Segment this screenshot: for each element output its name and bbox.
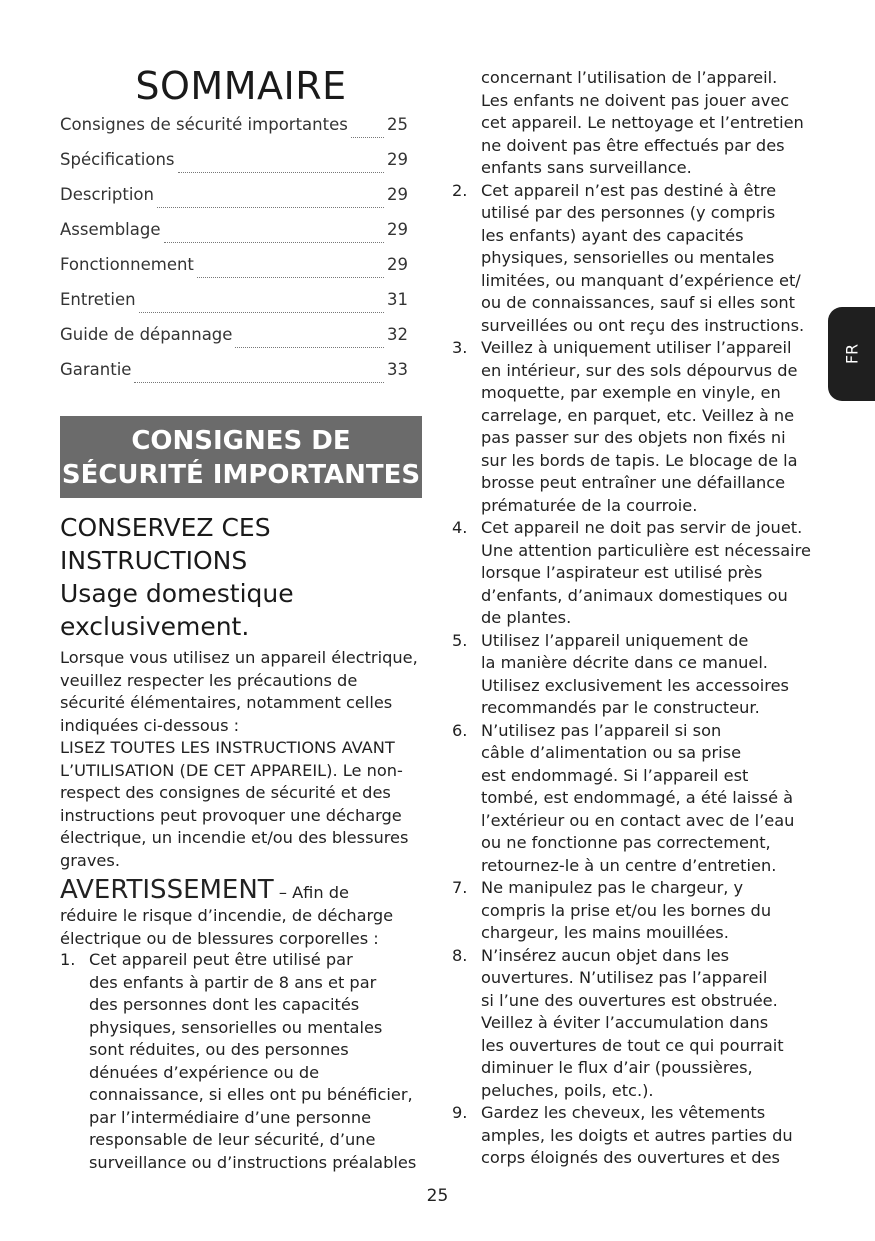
- text-line: la manière décrite dans ce manuel.: [481, 653, 768, 672]
- text-line: câble d’alimentation ou sa prise: [481, 743, 742, 762]
- text-line: Les enfants ne doivent pas jouer avec: [481, 90, 790, 110]
- text-line: Cet appareil ne doit pas servir de jouet.: [481, 518, 803, 537]
- text-line: des personnes dont les capacités: [89, 995, 360, 1014]
- text-line: est endommagé. Si l’appareil est: [481, 765, 749, 785]
- list-item: [452, 1102, 824, 1170]
- text-line: responsable de leur sécurité, d’une: [89, 1130, 376, 1149]
- text-line: Utilisez l’appareil uniquement de: [481, 630, 749, 650]
- warning-heading-tail: – Afin de: [273, 883, 349, 902]
- text-line: physiques, sensorielles ou mentales: [89, 1017, 383, 1037]
- list-item: [452, 180, 824, 338]
- text-line: cet appareil. Le nettoyage et l’entretien: [481, 113, 804, 132]
- text-line: graves.: [60, 850, 120, 870]
- toc-title: SOMMAIRE: [135, 64, 347, 108]
- text-line: d’enfants, d’animaux domestiques ou: [481, 585, 788, 605]
- text-line: sur les bords de tapis. Le blocage de la: [481, 450, 798, 470]
- list-number: 1.: [60, 950, 76, 969]
- text-line: corps éloignés des ouvertures et des: [481, 1148, 780, 1167]
- text-line: prématurée de la courroie.: [481, 495, 698, 515]
- text-line: dénuées d’expérience ou de: [89, 1062, 320, 1082]
- toc-entry-label: Spécifications: [60, 150, 175, 169]
- text-line: Cet appareil peut être utilisé par: [89, 950, 353, 969]
- toc-entry-page: 29: [387, 150, 408, 169]
- list-number: 4.: [452, 518, 468, 537]
- text-line: électrique, un incendie et/ou des blessures: [60, 828, 409, 847]
- text-line: indiquées ci-dessous :: [60, 715, 240, 735]
- text-line: physiques, sensorielles ou mentales: [481, 248, 775, 267]
- text-line: ou de connaissances, sauf si elles sont: [481, 293, 796, 312]
- banner-line: CONSIGNES DE: [131, 426, 351, 456]
- heading-line: exclusivement.: [60, 612, 250, 641]
- text-line: tombé, est endommagé, a été laissé à: [481, 788, 794, 807]
- text-line: carrelage, en parquet, etc. Veillez à ne: [481, 405, 795, 425]
- list-number: 7.: [452, 878, 468, 897]
- toc-entry-label: Garantie: [60, 360, 132, 379]
- text-line: lorsque l’aspirateur est utilisé près: [481, 563, 763, 582]
- toc-leader-dots: [157, 197, 384, 208]
- text-line: limitées, ou manquant d’expérience et/: [481, 270, 801, 290]
- toc-entry-page: 33: [387, 360, 408, 379]
- toc-entry[interactable]: [60, 184, 408, 219]
- text-line: Gardez les cheveux, les vêtements: [481, 1103, 766, 1122]
- text-line: Une attention particulière est nécessaire: [481, 540, 811, 560]
- text-line: peluches, poils, etc.).: [481, 1080, 654, 1100]
- text-line: de plantes.: [481, 608, 572, 627]
- toc-entry-label: Consignes de sécurité importantes: [60, 115, 348, 134]
- heading-line: CONSERVEZ CES: [60, 513, 271, 542]
- list-number: 9.: [452, 1103, 468, 1122]
- list-number: 6.: [452, 720, 468, 740]
- text-line: amples, les doigts et autres parties du: [481, 1125, 793, 1145]
- list-item: [60, 949, 425, 1174]
- list-number: 3.: [452, 338, 468, 357]
- toc-entry-page: 29: [387, 255, 408, 274]
- text-line: Lorsque vous utilisez un appareil électrique,: [60, 648, 418, 667]
- text-line: pas passer sur des objets non fixés ni: [481, 428, 786, 447]
- text-line: surveillées ou ont reçu des instructions.: [481, 315, 805, 335]
- text-line: des enfants à partir de 8 ans et par: [89, 972, 377, 992]
- banner-line: SÉCURITÉ IMPORTANTES: [61, 460, 421, 490]
- text-line: sécurité élémentaires, notamment celles: [60, 693, 393, 712]
- text-line: N’insérez aucun objet dans les: [481, 945, 730, 965]
- toc-entry[interactable]: [60, 114, 408, 149]
- toc-entry-page: 29: [387, 185, 408, 204]
- toc-entry-label: Guide de dépannage: [60, 325, 233, 344]
- text-line: diminuer le flux d’air (poussières,: [481, 1058, 753, 1077]
- list-item: [452, 720, 824, 878]
- text-line: Veillez à éviter l’accumulation dans: [481, 1013, 769, 1032]
- text-line: respect des consignes de sécurité et des: [60, 783, 391, 802]
- list-item: [452, 337, 824, 517]
- toc-entry[interactable]: [60, 359, 408, 394]
- text-line: enfants sans surveillance.: [481, 158, 692, 177]
- table-of-contents: [60, 114, 408, 394]
- safety-list-left: [60, 949, 425, 1174]
- toc-entry-label: Fonctionnement: [60, 255, 194, 274]
- toc-entry[interactable]: [60, 149, 408, 184]
- text-line: ne doivent pas être effectués par des: [481, 135, 785, 155]
- list-item: [452, 517, 824, 630]
- text-line: Utilisez exclusivement les accessoires: [481, 675, 789, 695]
- text-line: instructions peut provoquer une décharge: [60, 805, 402, 825]
- text-line: compris la prise et/ou les bornes du: [481, 900, 772, 920]
- page-number: 25: [426, 1186, 449, 1206]
- toc-entry-page: 31: [387, 290, 408, 309]
- list-number: 8.: [452, 945, 468, 965]
- warning-block: [60, 875, 425, 950]
- text-line: les enfants) ayant des capacités: [481, 225, 744, 245]
- text-line: concernant l’utilisation de l’appareil.: [481, 68, 778, 87]
- text-line: réduire le risque d’incendie, de décharge: [60, 906, 394, 925]
- toc-leader-dots: [164, 232, 385, 243]
- toc-entry[interactable]: [60, 219, 408, 254]
- text-line: brosse peut entraîner une défaillance: [481, 473, 786, 492]
- toc-entry-label: Description: [60, 185, 154, 204]
- text-line: par l’intermédiaire d’une personne: [89, 1107, 372, 1127]
- text-line: L’UTILISATION (DE CET APPAREIL). Le non-: [60, 760, 403, 780]
- text-line: les ouvertures de tout ce qui pourrait: [481, 1035, 784, 1055]
- text-line: Ne manipulez pas le chargeur, y: [481, 878, 744, 897]
- text-line: en intérieur, sur des sols dépourvus de: [481, 360, 798, 380]
- list-item-continuation: [452, 67, 824, 180]
- text-line: connaissance, si elles ont pu bénéficier,: [89, 1085, 413, 1104]
- text-line: ou ne fonctionne pas correctement,: [481, 833, 771, 852]
- list-number: 5.: [452, 630, 468, 650]
- text-line: utilisé par des personnes (y compris: [481, 203, 776, 222]
- text-line: l’extérieur ou en contact avec de l’eau: [481, 810, 795, 830]
- toc-entry[interactable]: [60, 324, 408, 359]
- heading-line: INSTRUCTIONS: [60, 546, 248, 575]
- text-line: N’utilisez pas l’appareil si son: [481, 720, 722, 740]
- toc-leader-dots: [134, 372, 384, 383]
- toc-entry-label: Entretien: [60, 290, 136, 309]
- list-item: [452, 945, 824, 1103]
- toc-leader-dots: [235, 337, 384, 348]
- text-line: ouvertures. N’utilisez pas l’appareil: [481, 968, 768, 987]
- text-line: moquette, par exemple en vinyle, en: [481, 383, 781, 402]
- toc-entry[interactable]: [60, 289, 408, 324]
- toc-entry-page: 32: [387, 325, 408, 344]
- list-number: 2.: [452, 180, 468, 200]
- toc-leader-dots: [351, 127, 384, 138]
- text-line: si l’une des ouvertures est obstruée.: [481, 990, 778, 1010]
- text-line: électrique ou de blessures corporelles :: [60, 928, 379, 948]
- text-line: surveillance ou d’instructions préalables: [89, 1152, 417, 1172]
- text-line: veuillez respecter les précautions de: [60, 670, 358, 690]
- text-line: Cet appareil n’est pas destiné à être: [481, 180, 777, 200]
- section-heading: [60, 511, 425, 643]
- toc-entry[interactable]: [60, 254, 408, 289]
- toc-leader-dots: [139, 302, 384, 313]
- toc-entry-page: 25: [387, 115, 408, 134]
- safety-banner: [60, 416, 422, 498]
- text-line: retournez-le à un centre d’entretien.: [481, 855, 777, 875]
- language-tab-label: FR: [842, 343, 861, 365]
- text-line: sont réduites, ou des personnes: [89, 1040, 349, 1059]
- text-line: LISEZ TOUTES LES INSTRUCTIONS AVANT: [60, 738, 395, 757]
- toc-entry-label: Assemblage: [60, 220, 161, 239]
- text-line: Veillez à uniquement utiliser l’appareil: [481, 338, 792, 357]
- toc-entry-page: 29: [387, 220, 408, 239]
- text-line: chargeur, les mains mouillées.: [481, 923, 729, 942]
- toc-leader-dots: [197, 267, 384, 278]
- warning-heading: AVERTISSEMENT: [60, 875, 274, 905]
- language-tab: [828, 307, 875, 401]
- intro-paragraph: [60, 647, 425, 872]
- text-line: recommandés par le constructeur.: [481, 698, 760, 717]
- list-item: [452, 630, 824, 720]
- toc-leader-dots: [178, 162, 384, 173]
- safety-list-right: [452, 67, 824, 1170]
- list-item: [452, 877, 824, 945]
- heading-line: Usage domestique: [60, 579, 294, 608]
